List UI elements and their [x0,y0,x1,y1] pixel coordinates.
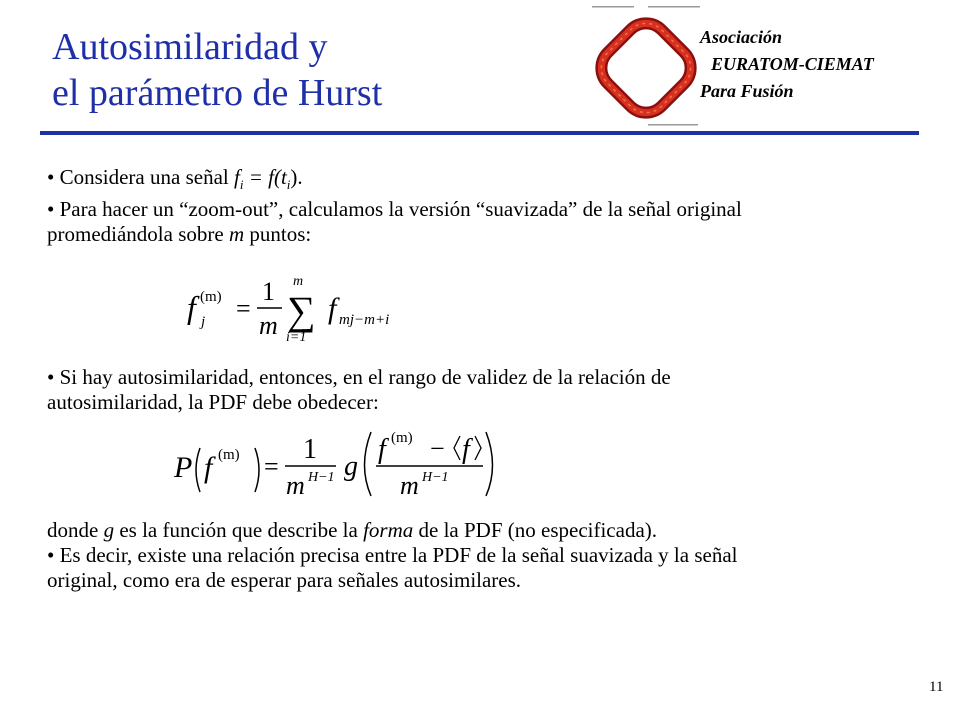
bullet-block-1 [47,165,947,247]
ciemat-logo-icon [588,4,704,130]
eq1-numerator: 1 [262,277,275,306]
title-line-2: el parámetro de Hurst [52,72,383,114]
formula-sub-i: i [239,177,244,193]
eq2-big-right-paren [486,432,493,496]
eq2-mean-left-bracket [454,436,460,460]
bullet-block-3 [47,518,947,593]
org-line-2: EURATOM-CIEMAT [711,54,874,74]
organization-label [700,24,874,105]
org-line-3: Para Fusión [700,81,794,101]
eq2-denom-m: m [286,471,305,500]
bullet-conclusion: • Es decir, existe una relación precisa entre la PDF de la señal suavizada y la señal [47,543,738,567]
bullet-autosimilarity-cont: autosimilaridad, la PDF debe obedecer: [47,390,379,414]
eq1-denominator: m [259,311,278,340]
eq1-term-f: f [328,292,337,325]
eq2-denom-exp: H−1 [308,470,335,485]
title-divider [40,131,919,135]
eq1-term-sub: mj−m+i [339,312,390,328]
eq2-numerator: 1 [303,434,317,465]
formula-f: f [233,165,240,189]
zoom-text-m: m [228,222,245,247]
equation-smoothed-signal [182,268,402,348]
formula-eq: = f(t [243,165,287,189]
eq2-right-paren [255,448,259,492]
paragraph-g-definition [47,518,947,543]
eq2-inner-sup: (m) [391,430,413,446]
eq1-sigma: ∑ [287,288,316,333]
bullet-block-2 [47,365,947,415]
zoom-text-a: promediándola sobre [47,222,229,247]
bullet-zoom-out: • Para hacer un “zoom-out”, calculamos la versión “suavizada” de la señal original [47,197,742,222]
slide-title [52,24,382,116]
eq2-sup-m: (m) [218,447,240,463]
g-def-text-a: donde [47,518,104,542]
eq2-minus: − [430,434,445,463]
eq1-lhs-f: f [187,289,196,325]
g-def-text-b: es la función que describe la [114,518,364,542]
eq1-equals: = [236,294,251,323]
eq2-P: P [174,451,193,484]
eq1-lhs-sup: (m) [200,289,222,305]
eq2-inner-den-exp: H−1 [422,470,449,485]
formula-sub-i2: i [286,177,291,193]
g-def-forma: forma [363,518,414,542]
eq2-f: f [204,451,213,484]
bullet-signal [47,165,947,197]
eq1-sum-top: m [293,274,304,289]
zoom-text-b: puntos: [244,222,312,247]
bullet-signal-text: • Considera una señal [47,165,234,189]
eq2-inner-f: f [378,434,386,465]
formula-close: ). [290,165,303,189]
eq2-left-paren [196,448,200,492]
eq2-inner-den-m: m [400,471,419,500]
eq1-lhs-sub: j [201,314,206,330]
eq2-big-left-paren [365,432,372,496]
equation-pdf-scaling [172,424,502,504]
org-line-1: Asociación [700,27,783,47]
slide-number: 11 [929,679,944,695]
bullet-conclusion-cont: original, como era de esperar para señales autosimilares. [47,568,522,592]
eq2-g: g [344,451,358,482]
bullet-autosimilarity: • Si hay autosimilaridad, entonces, en el rango de validez de la relación de [47,365,671,389]
eq2-mean-f: f [462,434,470,465]
eq2-mean-right-bracket [475,436,481,460]
eq1-sum-bottom: i=1 [286,330,307,345]
g-def-text-c: de la PDF (no especificada). [413,518,658,542]
eq2-equals: = [264,452,279,481]
g-def-g: g [103,518,115,542]
title-line-1: Autosimilaridad y [52,26,328,68]
bullet-zoom-out-cont [47,222,947,247]
